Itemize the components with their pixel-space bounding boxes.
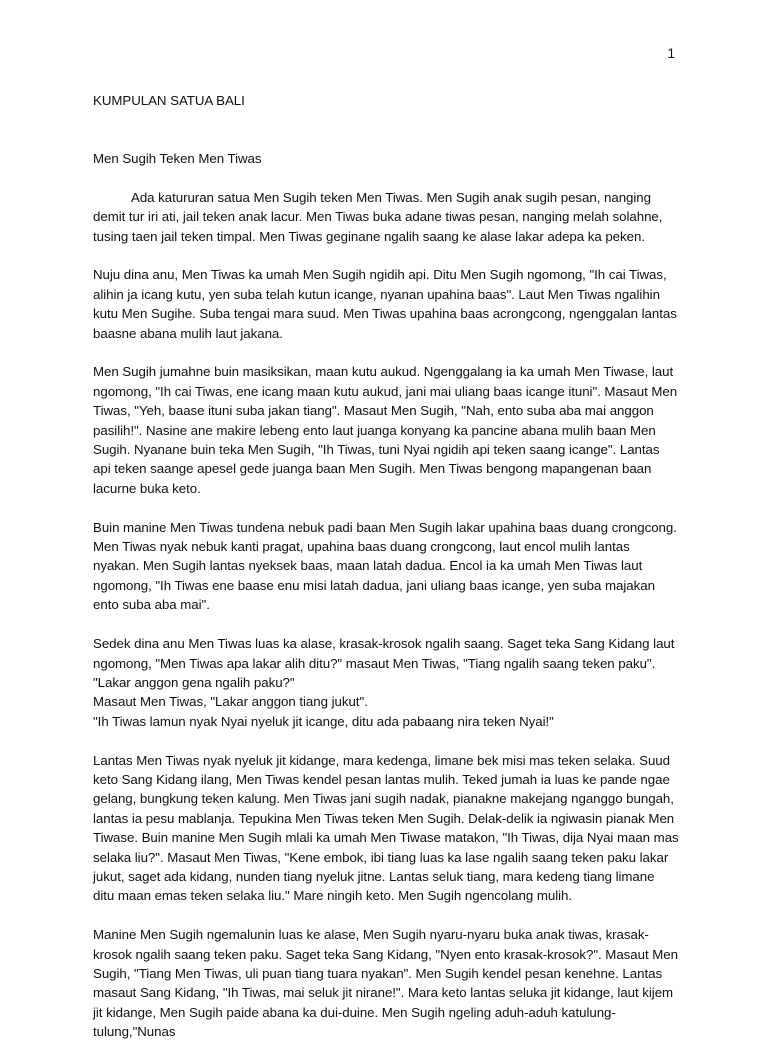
document-body [93,91,679,1061]
page-number: 1 [667,46,675,61]
story-title: Men Sugih Teken Men Tiwas [93,151,262,167]
paragraph: Sedek dina anu Men Tiwas luas ka alase, krasak-krosok ngalih saang. Saget teka Sang Kidang laut ngomong, "Men Tiwas apa lakar alih ditu?" masaut Men Tiwas, "Tiang ngalih saang teken paku". "Lakar anggon gena ngalih paku?" Masaut Men Tiwas, "Lakar anggon tiang jukut". "Ih Tiwas lamun nyak Nyai nyeluk jit icange, ditu ada pabaang nira teken Nyai!" [93,636,675,729]
paragraph: Buin manine Men Tiwas tundena nebuk padi baan Men Sugih lakar upahina baas duang crongcong. Men Tiwas nyak nebuk kanti pragat, upahina baas duang crongcong, laut encol mulih lantas nyakan. Men Sugih lantas nyeksek baas, maan latah dadua. Encol ia ka umah Men Tiwas laut ngomong, "Ih Tiwas ene baase enu misi latah dadua, jani uliang baas icange, yen suba majakan ento suba aba mai". [93,519,677,613]
paragraph: Manine Men Sugih ngemalunin luas ke alase, Men Sugih nyaru-nyaru buka anak tiwas, krasak-krosok ngalih saang teken paku. Saget teka Sang Kidang, "Nyen ento krasak-krosok?". Masaut Men Sugih, "Tiang Men Tiwas, uli puan tiang tuara nyakan". Men Sugih kendel pesan kenehne. Lantas masaut Sang Kidang, "Ih Tiwas, mai seluk jit nirane!". Mara keto lantas seluka jit kidange, laut kijem jit kidange, Men Sugih paide abana ka dui-duine. Men Sugih ngeling aduh-aduh katulung-tulung,"Nunas [93,927,678,1040]
paragraph: Men Sugih jumahne buin masiksikan, maan kutu aukud. Ngenggalang ia ka umah Men Tiwase, laut ngomong, "Ih cai Tiwas, ene icang maan kutu aukud, jani mai uliang baas icange ituni". Masaut Men Tiwas, "Yeh, baase ituni suba jakan tiang". Masaut Men Sugih, "Nah, ento suba aba mai anggon pasilih!". Nasine ane makire lebeng ento laut juanga konyang ka pancine abana mulih baan Men Sugih. Nyanane buin teka Men Sugih, "Ih Tiwas, tuni Nyai ngidih api teken saang icange". Lantas api teken saange apesel gede juanga baan Men Sugih. Men Tiwas bengong mapangenan baan lacurne buka keto. [93,364,678,496]
paragraph: Nuju dina anu, Men Tiwas ka umah Men Sugih ngidih api. Ditu Men Sugih ngomong, "Ih cai Tiwas, alihin ja icang kutu, yen suba telah kutun icange, nyanan upahina baas". Laut Men Tiwas ngalihin kutu Men Sugihe. Suba tengai mara suud. Men Tiwas upahina baas acrongcong, ngenggalan lantas baasne abana mulih laut jakana. [93,267,677,341]
collection-title: KUMPULAN SATUA BALI [93,93,245,108]
paragraph: Lantas Men Tiwas nyak nyeluk jit kidange, mara kedenga, limane bek misi mas teken selaka. Suud keto Sang Kidang ilang, Men Tiwas kendel pesan lantas mulih. Teked jumah ia luas ke pande ngae gelang, bungkung teken kalung. Men Tiwas jani sugih nadak, pianakne makejang nganggo bungah, lantas ia pesu mablanja. Tepukina Men Tiwas teken Men Sugih. Delak-delik ia ngiwasin pianak Men Tiwase. Buin manine Men Sugih mlali ka umah Men Tiwase matakon, "Ih Tiwas, dija Nyai maan mas selaka liu?". Masaut Men Tiwas, "Kene embok, ibi tiang luas ka lase ngalih saang teken paku lakar jukut, saget ada kidang, nunden tiang nyeluk jitne. Lantas seluk tiang, mara kedeng tiang limane ditu maan emas teken selaka liu." Mare ningih keto. Men Sugih ngencolang mulih. [93,752,679,904]
paragraph: Ada katururan satua Men Sugih teken Men Tiwas. Men Sugih anak sugih pesan, nanging demit tur iri ati, jail teken anak lacur. Men Tiwas buka adane tiwas pesan, nanging melah solahne, tusing taen jail teken timpal. Men Tiwas geginane ngalih saang ke alase lakar adepa ka peken. [93,189,663,244]
